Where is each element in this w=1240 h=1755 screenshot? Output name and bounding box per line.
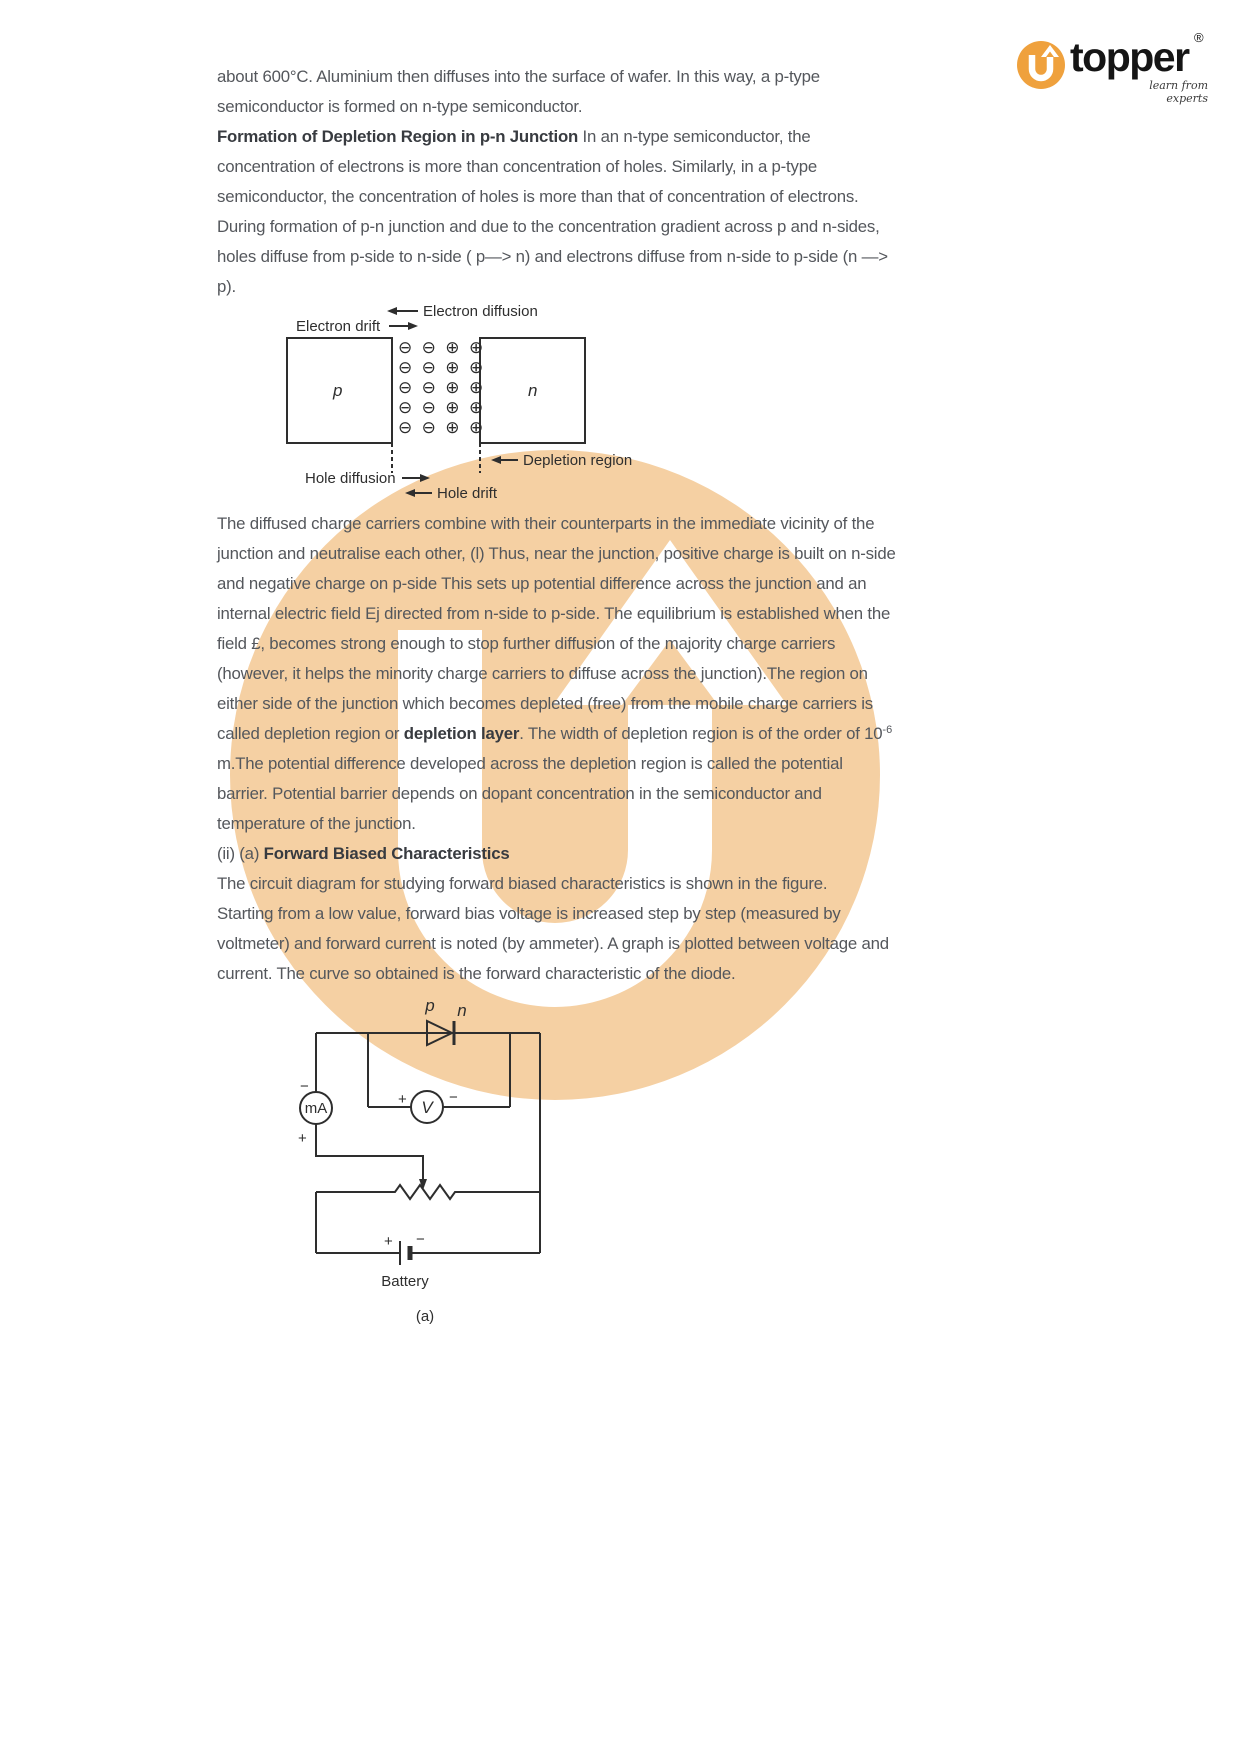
text-line: concentration of electrons is more than concentration of holes. Similarly, in a p-type [217, 157, 817, 176]
text-line: During formation of p-n junction and due to the concentration gradient across p and n-sides, [217, 217, 880, 236]
p-region-label: p [333, 381, 343, 400]
charge-symbols-row: ⊖ ⊖ ⊕ ⊕ [398, 338, 486, 358]
charge-symbols-row: ⊖ ⊖ ⊕ ⊕ [398, 358, 486, 378]
text-line: holes diffuse from p-side to n-side ( p—> n) and electrons diffuse from n-side to p-side (n —> [217, 247, 888, 266]
brand-tagline: learn from experts [1149, 79, 1208, 105]
ammeter-plus-sign: + [298, 1130, 307, 1147]
tap-wire [316, 1124, 423, 1181]
section-heading: Forward Biased Characteristics [263, 844, 510, 863]
text-line: current. The curve so obtained is the forward characteristic of the diode. [217, 964, 736, 983]
n-region-label: n [528, 381, 538, 400]
figure-caption: (a) [415, 1308, 435, 1325]
text-line: junction and neutralise each other, (l) Thus, near the junction, positive charge is built on n-side [217, 544, 896, 563]
diode-p-label: p [425, 996, 435, 1015]
text-line: Formation of Depletion Region in p-n Junction In an n-type semiconductor, the [217, 127, 811, 146]
text-line: semiconductor is formed on n-type semiconductor. [217, 97, 583, 116]
superscript-exponent: -6 [882, 724, 893, 736]
voltmeter-minus-sign: − [449, 1089, 458, 1106]
rheostat-resistor [316, 1185, 540, 1199]
text-line: barrier. Potential barrier depends on dopant concentration in the semiconductor and [217, 784, 822, 803]
text-line: m.The potential difference developed across the depletion region is called the potential [217, 754, 843, 773]
battery-plus-sign: + [384, 1233, 393, 1250]
text-line: temperature of the junction. [217, 814, 416, 833]
depletion-region-label: Depletion region [523, 452, 633, 469]
hole-drift-label: Hole drift [437, 485, 498, 502]
text-line: (ii) (a) Forward Biased Characteristics [217, 844, 510, 863]
voltmeter-label: V [421, 1098, 433, 1117]
ammeter-label: mA [304, 1100, 328, 1117]
diode-n-label: n [457, 1001, 467, 1020]
electron-diffusion-label: Electron diffusion [423, 303, 538, 320]
hole-diffusion-label: Hole diffusion [305, 470, 396, 487]
paragraph-block-main [217, 509, 917, 989]
depletion-region-diagram [230, 295, 650, 505]
text-line: semiconductor, the concentration of holes is more than that of concentration of electrons. [217, 187, 859, 206]
text-line: either side of the junction which becomes depleted (free) from the mobile charge carriers is [217, 694, 873, 713]
text-line: about 600°C. Aluminium then diffuses into the surface of wafer. In this way, a p-type [217, 67, 820, 86]
registered-trademark-symbol: ® [1194, 30, 1204, 45]
ammeter-minus-sign: − [300, 1078, 309, 1095]
battery-minus-sign: − [416, 1231, 425, 1248]
text-line: internal electric field Ej directed from n-side to p-side. The equilibrium is established when the [217, 604, 891, 623]
text-line: (however, it helps the minority charge carriers to diffuse across the junction).The region on [217, 664, 868, 683]
forward-bias-circuit-diagram [280, 995, 570, 1335]
text-line: p). [217, 277, 236, 296]
text-line: Starting from a low value, forward bias voltage is increased step by step (measured by [217, 904, 841, 923]
charge-symbols-row: ⊖ ⊖ ⊕ ⊕ [398, 418, 486, 438]
voltmeter-plus-sign: + [398, 1091, 407, 1108]
text-line: and negative charge on p-side This sets up potential difference across the junction and an [217, 574, 867, 593]
paragraph-block-top [217, 62, 917, 302]
text-line: The diffused charge carriers combine with their counterparts in the immediate vicinity of the [217, 514, 875, 533]
topper-logo-icon [1016, 40, 1066, 90]
battery-label: Battery [381, 1273, 429, 1290]
section-heading: Formation of Depletion Region in p-n Junction [217, 127, 579, 146]
text-line: field £, becomes strong enough to stop further diffusion of the majority charge carriers [217, 634, 836, 653]
charge-symbols-row: ⊖ ⊖ ⊕ ⊕ [398, 378, 486, 398]
text-line: voltmeter) and forward current is noted (by ammeter). A graph is plotted between voltage and [217, 934, 889, 953]
brand-wordmark: topper [1070, 34, 1189, 80]
text-line: The circuit diagram for studying forward biased characteristics is shown in the figure. [217, 874, 828, 893]
text-line: called depletion region or depletion layer. The width of depletion region is of the order of $10^{-6}$ [217, 724, 893, 743]
charge-symbols-row: ⊖ ⊖ ⊕ ⊕ [398, 398, 486, 418]
electron-drift-label: Electron drift [296, 318, 381, 335]
